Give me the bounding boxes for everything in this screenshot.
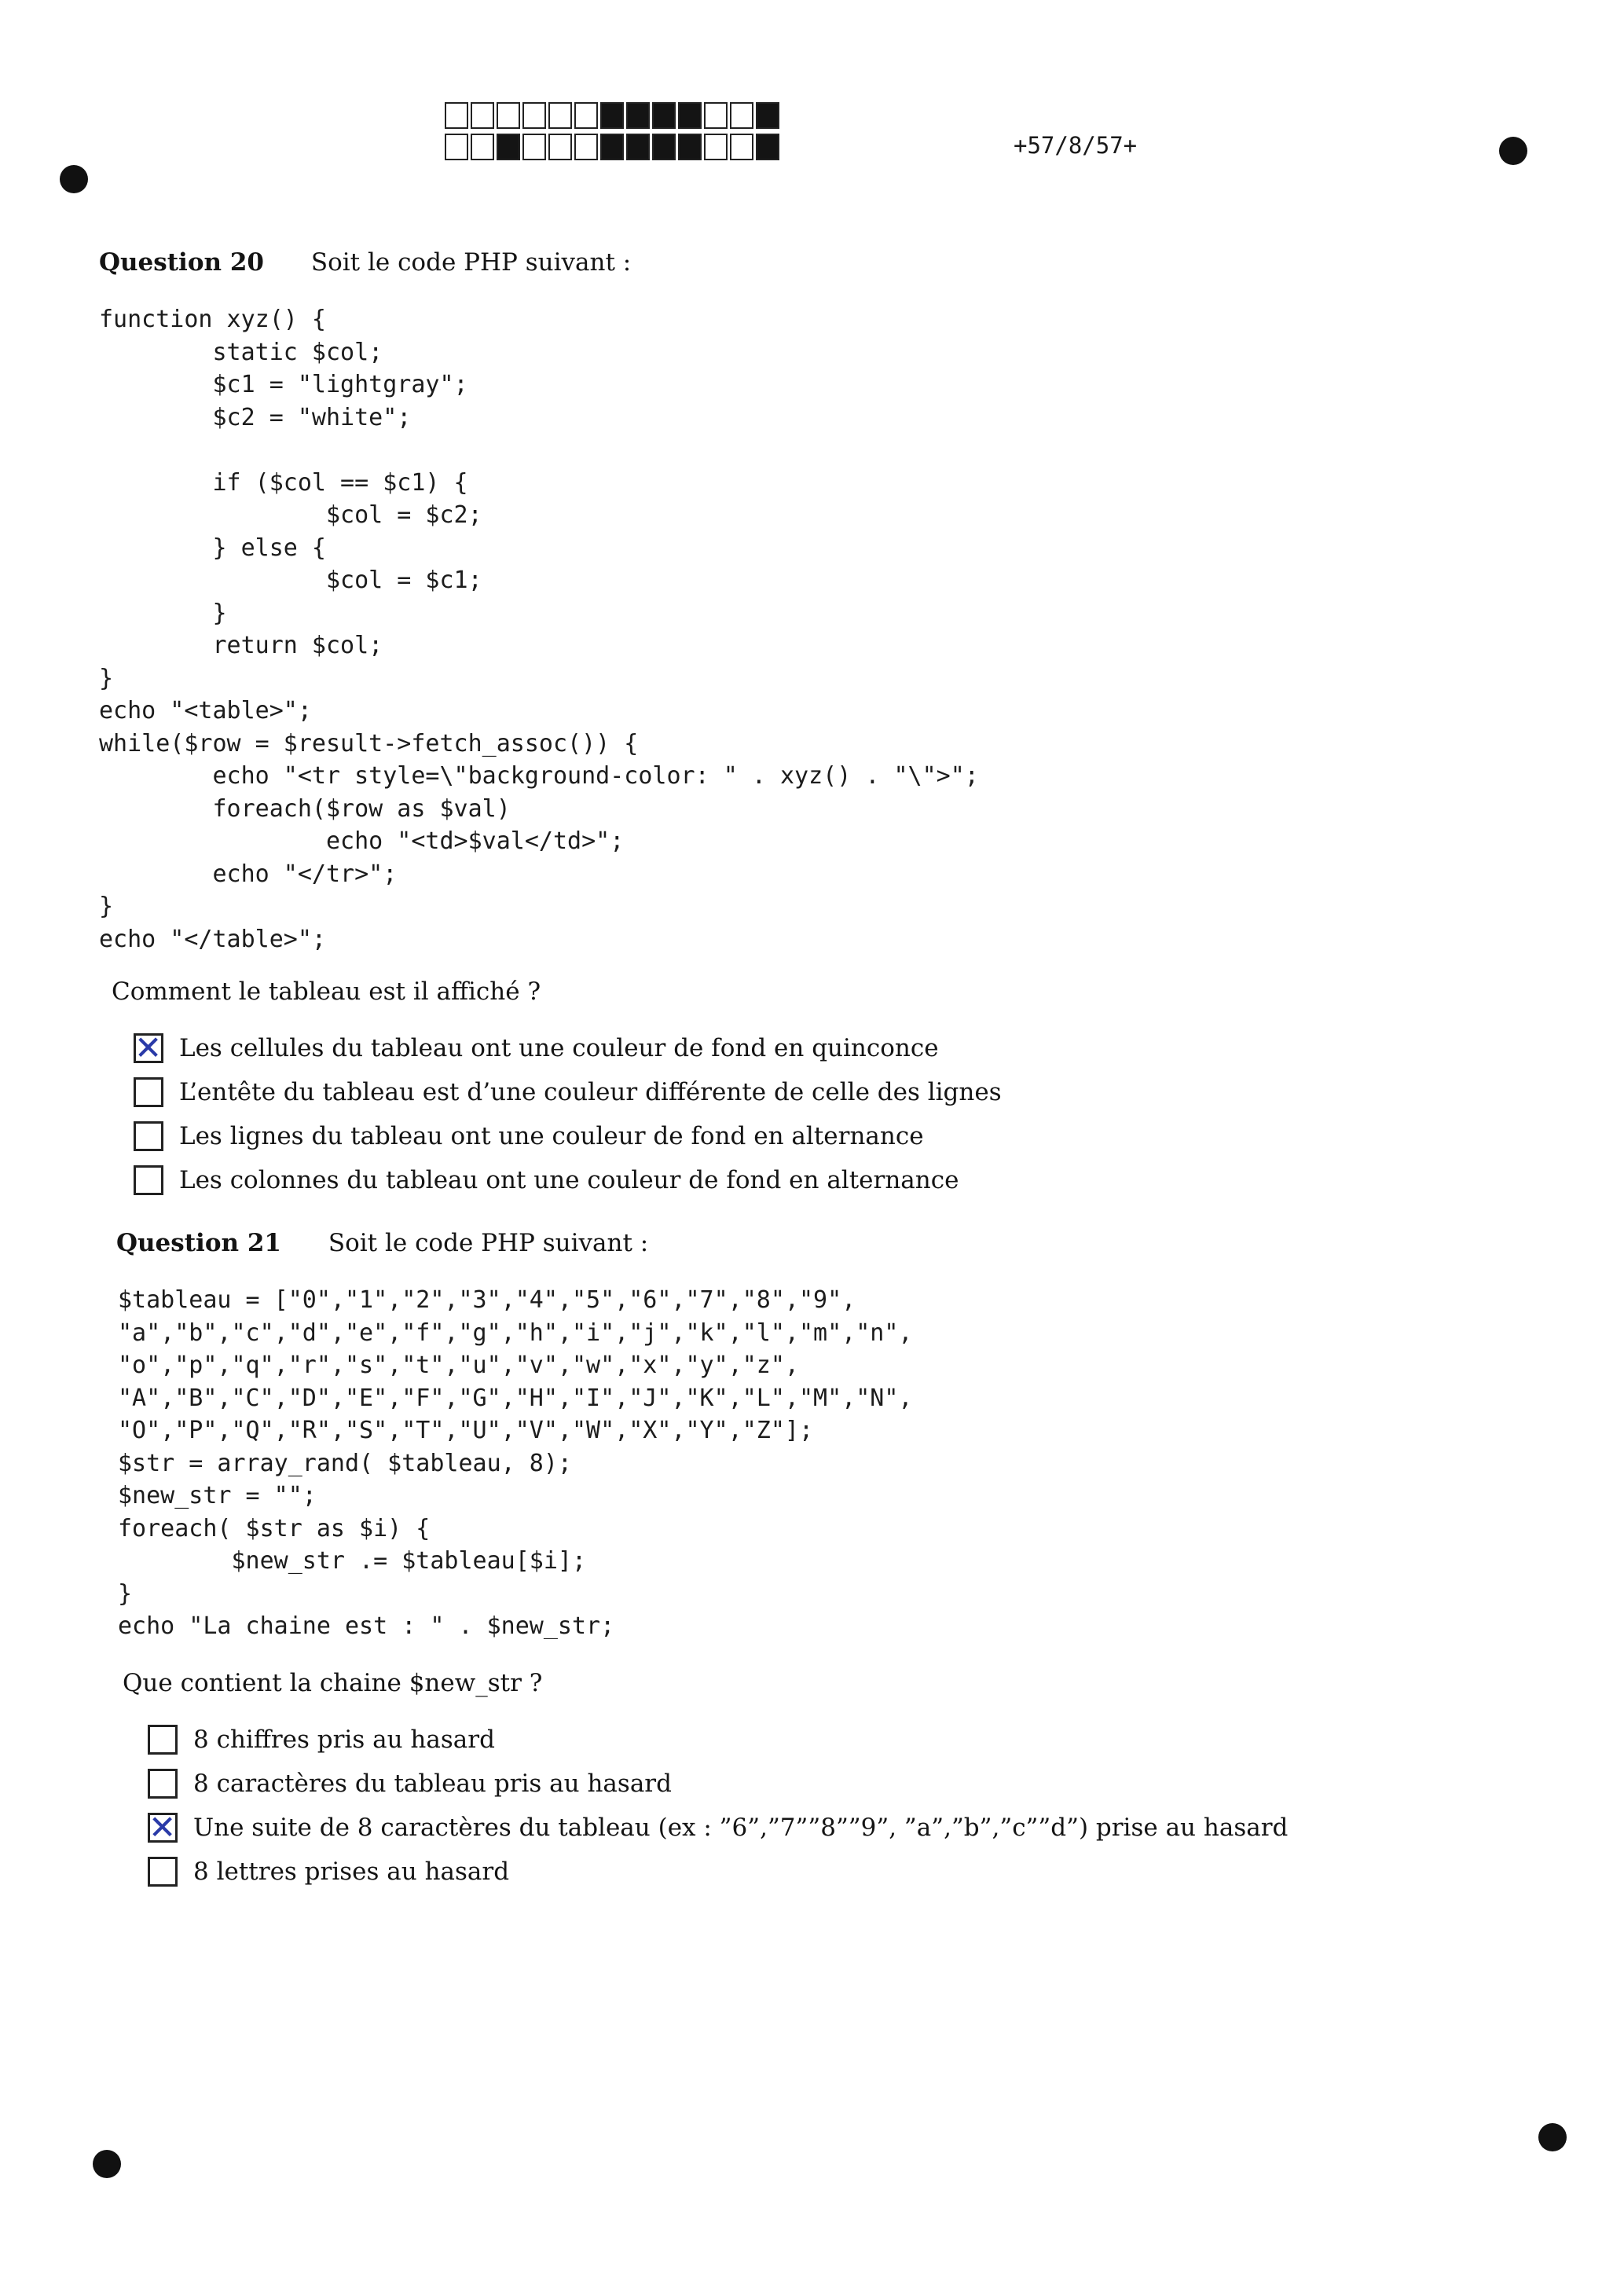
barcode-cell [574, 102, 598, 129]
answer-choice-label: Les cellules du tableau ont une couleur de fond en quinconce [179, 1034, 939, 1062]
question-21 [116, 1229, 648, 1257]
barcode-cell [756, 134, 779, 160]
question-20-label: Question 20 [99, 248, 264, 277]
barcode-cell [626, 134, 650, 160]
answer-choice-label: Les lignes du tableau ont une couleur de fond en alternance [179, 1122, 924, 1150]
barcode-cell [756, 102, 779, 129]
question-21-label: Question 21 [116, 1229, 281, 1257]
checkbox[interactable] [134, 1077, 163, 1107]
barcode-cell [652, 134, 676, 160]
barcode-cell [730, 102, 753, 129]
barcode-cell [678, 134, 702, 160]
answer-choice[interactable] [134, 1114, 1002, 1158]
barcode-cell [704, 102, 728, 129]
barcode-cell [626, 102, 650, 129]
question-21-prompt: Que contient la chaine $new_str ? [123, 1669, 543, 1697]
question-21-code: $tableau = ["0","1","2","3","4","5","6","7","8","9", "a","b","c","d","e","f","g","h","i","j","k","l","m","n", "o","p","q","r","s","t","u","v","w","x","y","z", "A","B","C","D","E","F","G","H","I","J","K","L","M","N", "O","P","Q","R","S","T","U","V","W","X","Y","Z"]; $str = array_rand( $tableau, 8); $new_str = ""; foreach( $str as $i) { $new_str .= $tableau[$i]; } echo "La chaine est : " . $new_str; [118, 1286, 913, 1640]
checked-checkbox[interactable] [148, 1813, 178, 1843]
barcode-cell [652, 102, 676, 129]
barcode-row [445, 102, 782, 130]
barcode-cell [497, 134, 520, 160]
sheet-barcode [445, 102, 782, 165]
answer-choice[interactable] [148, 1762, 1288, 1806]
question-20-code: function xyz() { static $col; $c1 = "lightgray"; $c2 = "white"; if ($col == $c1) { $col = $c2; } else { $col = $c1; } return $col; } echo "<table>"; while($row = $result->fetch_assoc()) { echo "<tr style=\"background-color: " . xyz() . "\">"; foreach($row as $val) echo "<td>$val</td>"; echo "</tr>"; } echo "</table>"; [99, 306, 979, 953]
registration-mark-top-right [1499, 137, 1527, 165]
barcode-cell [522, 134, 546, 160]
answer-choice-label: Les colonnes du tableau ont une couleur de fond en alternance [179, 1166, 959, 1194]
barcode-cell [600, 134, 624, 160]
question-20-intro: Soit le code PHP suivant : [310, 248, 632, 277]
question-20-heading [99, 248, 631, 277]
barcode-cell [678, 102, 702, 129]
barcode-cell [497, 102, 520, 129]
barcode-cell [574, 134, 598, 160]
question-21-choices [148, 1718, 1288, 1894]
answer-choice[interactable] [134, 1158, 1002, 1202]
checked-checkbox[interactable] [134, 1033, 163, 1063]
registration-mark-top-left [60, 165, 88, 193]
barcode-cell [730, 134, 753, 160]
barcode-row [445, 134, 782, 162]
barcode-cell [445, 102, 468, 129]
answer-choice[interactable] [148, 1718, 1288, 1762]
checkbox[interactable] [134, 1121, 163, 1151]
checkbox[interactable] [134, 1165, 163, 1195]
answer-choice-label: 8 caractères du tableau pris au hasard [193, 1770, 672, 1798]
registration-mark-bottom-left [93, 2150, 121, 2178]
barcode-cell [522, 102, 546, 129]
barcode-cell [600, 102, 624, 129]
question-20 [99, 248, 631, 277]
barcode-cell [471, 102, 494, 129]
registration-mark-bottom-right [1538, 2123, 1567, 2151]
question-20-choices [134, 1026, 1002, 1202]
answer-choice[interactable] [134, 1026, 1002, 1070]
answer-choice[interactable] [148, 1806, 1288, 1850]
checkbox[interactable] [148, 1769, 178, 1799]
checkbox[interactable] [148, 1857, 178, 1887]
checkbox[interactable] [148, 1725, 178, 1755]
barcode-cell [704, 134, 728, 160]
answer-choice-label: 8 lettres prises au hasard [193, 1858, 510, 1886]
answer-choice-label: Une suite de 8 caractères du tableau (ex : ”6”,”7””8””9”, ”a”,”b”,”c””d”) prise au hasard [193, 1814, 1289, 1842]
sheet-code: +57/8/57+ [1014, 132, 1138, 159]
answer-choice[interactable] [148, 1850, 1288, 1894]
question-20-prompt: Comment le tableau est il affiché ? [112, 977, 541, 1006]
barcode-cell [471, 134, 494, 160]
question-21-heading [116, 1229, 648, 1257]
barcode-cell [548, 134, 572, 160]
barcode-cell [445, 134, 468, 160]
question-21-intro: Soit le code PHP suivant : [328, 1229, 649, 1257]
answer-choice-label: L’entête du tableau est d’une couleur différente de celle des lignes [179, 1078, 1002, 1106]
barcode-cell [548, 102, 572, 129]
answer-choice-label: 8 chiffres pris au hasard [193, 1726, 495, 1754]
answer-choice[interactable] [134, 1070, 1002, 1114]
